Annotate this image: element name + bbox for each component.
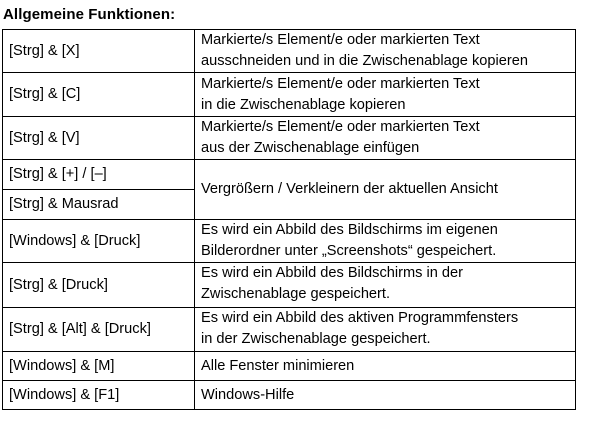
shortcut-keys: [Strg] & [+] / [–]	[3, 160, 195, 190]
description-line: Markierte/s Element/e oder markierten Text	[201, 32, 480, 48]
description-line: Alle Fenster minimieren	[201, 357, 355, 374]
section-heading: Allgemeine Funktionen:	[3, 6, 176, 23]
shortcut-description	[195, 117, 576, 160]
description-line: in die Zwischenablage kopieren	[201, 96, 406, 113]
description-line: Zwischenablage gespeichert.	[201, 286, 391, 302]
table-row	[3, 308, 576, 352]
description-line: Es wird ein Abbild des aktiven Programmfensters	[201, 310, 519, 326]
table-row	[3, 381, 576, 410]
table-row	[3, 73, 576, 117]
table-row	[3, 263, 576, 308]
shortcut-keys: [Windows] & [F1]	[3, 381, 195, 410]
description-line: ausschneiden und in die Zwischenablage kopieren	[201, 53, 528, 69]
description-line: Vergrößern / Verkleinern der aktuellen Ansicht	[201, 181, 498, 197]
description-line: Markierte/s Element/e oder markierten Text	[201, 75, 480, 92]
shortcut-description	[195, 220, 576, 263]
shortcut-keys: [Windows] & [Druck]	[3, 220, 195, 263]
shortcut-description	[195, 352, 576, 381]
shortcut-keys: [Strg] & [V]	[3, 117, 195, 160]
table-row	[3, 352, 576, 381]
description-line: aus der Zwischenablage einfügen	[201, 140, 420, 156]
shortcut-description	[195, 381, 576, 410]
shortcut-description	[195, 73, 576, 117]
description-line: in der Zwischenablage gespeichert.	[201, 331, 431, 347]
shortcut-description	[195, 30, 576, 73]
table-row	[3, 160, 576, 190]
description-line: Markierte/s Element/e oder markierten Text	[201, 119, 480, 135]
shortcut-keys: [Strg] & [C]	[3, 73, 195, 117]
shortcut-keys: [Strg] & [Alt] & [Druck]	[3, 308, 195, 352]
shortcut-description	[195, 160, 576, 220]
table-row	[3, 220, 576, 263]
shortcut-description	[195, 263, 576, 308]
description-line: Windows-Hilfe	[201, 386, 295, 403]
shortcut-description	[195, 308, 576, 352]
table-row	[3, 30, 576, 73]
shortcut-keys: [Windows] & [M]	[3, 352, 195, 381]
table-row	[3, 117, 576, 160]
shortcut-keys: [Strg] & [X]	[3, 30, 195, 73]
shortcut-table	[2, 29, 576, 410]
description-line: Es wird ein Abbild des Bildschirms in der	[201, 265, 463, 281]
description-line: Bilderordner unter „Screenshots“ gespeichert.	[201, 243, 497, 259]
shortcut-keys: [Strg] & Mausrad	[3, 190, 195, 220]
shortcut-keys: [Strg] & [Druck]	[3, 263, 195, 308]
description-line: Es wird ein Abbild des Bildschirms im eigenen	[201, 222, 498, 238]
